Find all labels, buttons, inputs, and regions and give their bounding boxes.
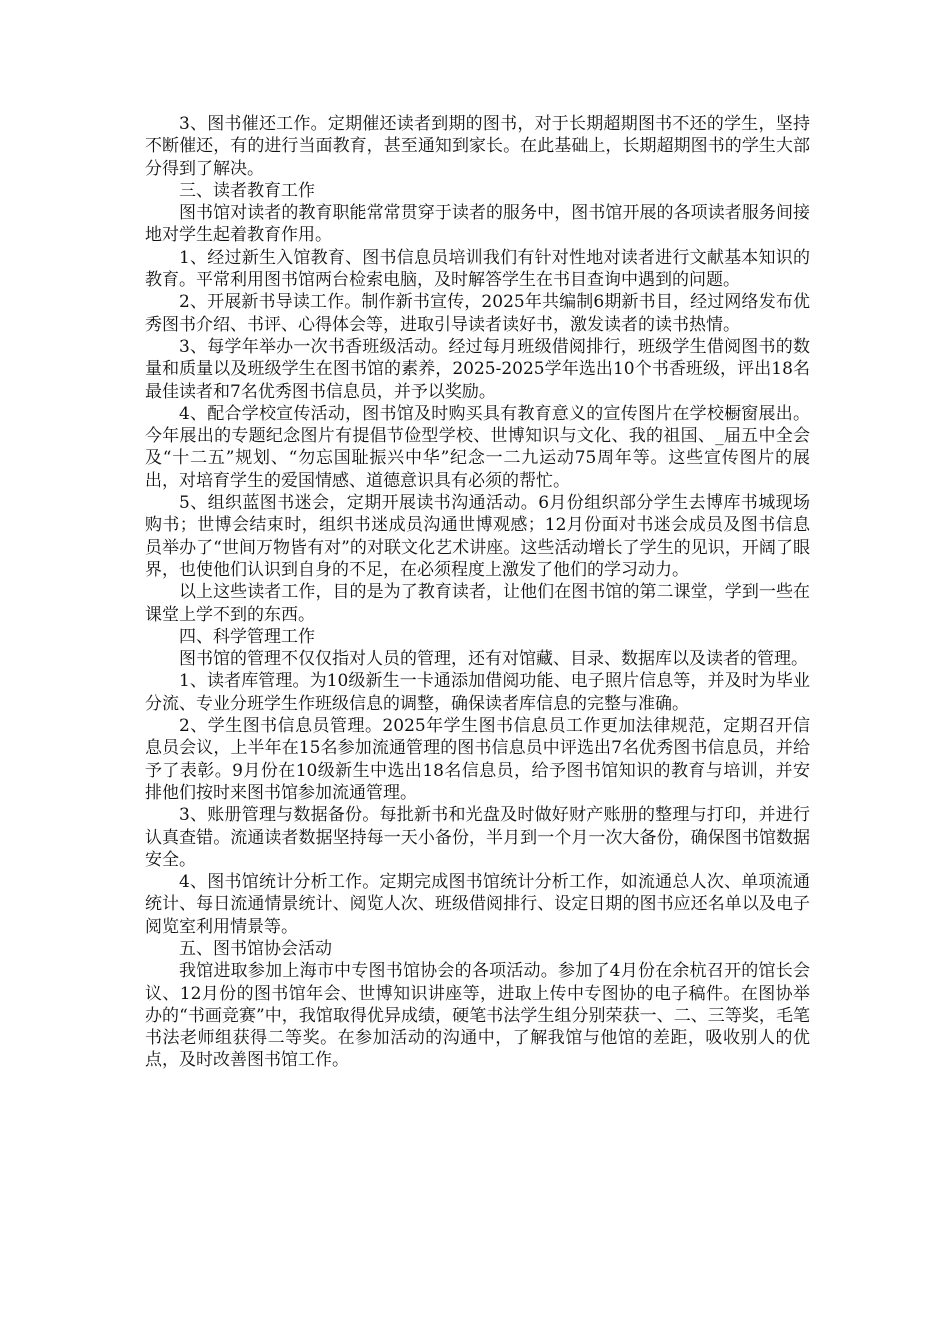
paragraph-orientation: 1、经过新生入馆教育、图书信息员培训我们有针对性地对读者进行文献基本知识的教育。平常利用图书馆两台检索电脑，及时解答学生在书目查询中遇到的问题。 bbox=[145, 247, 810, 291]
paragraph-book-class: 3、每学年举办一次书香班级活动。经过每月班级借阅排行，班级学生借阅图书的数量和质量以及班级学生在图书馆的素养，2025-2025学年选出10个书香班级，评出18名最佳读者和7名优秀图书信息员，并予以奖励。 bbox=[145, 336, 810, 402]
paragraph-statistics: 4、图书馆统计分析工作。定期完成图书馆统计分析工作，如流通总人次、单项流通统计、每日流通情景统计、阅览人次、班级借阅排行、设定日期的图书应还名单以及电子阅览室利用情景等。 bbox=[145, 872, 810, 937]
paragraph-new-books: 2、开展新书导读工作。制作新书宣传，2025年共编制6期新书目，经过网络发布优秀图书介绍、书评、心得体会等，进取引导读者读好书，激发读者的读书热情。 bbox=[145, 292, 810, 335]
section-heading-reader-education: 三、读者教育工作 bbox=[179, 180, 315, 201]
paragraph-book-club: 5、组织蓝图书迷会，定期开展读书沟通活动。6月份组织部分学生去博库书城现场购书；世博会结束时，组织书迷成员沟通世博观感；12月份面对书迷会成员及图书信息员举办了“世间万物皆有对”的对联文化艺术讲座。这些活动增长了学生的见识，开阔了眼界，也使他们认识到自身的不足，在必须程度上激发了他们的学习动力。 bbox=[145, 493, 810, 580]
paragraph-management-intro: 图书馆的管理不仅仅指对人员的管理，还有对馆藏、目录、数据库以及读者的管理。 bbox=[179, 649, 808, 670]
document-body bbox=[145, 113, 810, 1072]
paragraph-summary: 以上这些读者工作，目的是为了教育读者，让他们在图书馆的第二课堂，学到一些在课堂上学不到的东西。 bbox=[145, 582, 810, 625]
paragraph-book-reminder: 3、图书催还工作。定期催还读者到期的图书，对于长期超期图书不还的学生，坚持不断催还，有的进行当面教育，甚至通知到家长。在此基础上，长期超期图书的学生大部分得到了解决。 bbox=[145, 114, 810, 179]
paragraph-ledger-backup: 3、账册管理与数据备份。每批新书和光盘及时做好财产账册的整理与打印，并进行认真查错。流通读者数据坚持每一天小备份，半月到一个月一次大备份，确保图书馆数据安全。 bbox=[145, 805, 810, 870]
section-heading-association: 五、图书馆协会活动 bbox=[179, 938, 332, 959]
paragraph-reader-database: 1、读者库管理。为10级新生一卡通添加借阅功能、电子照片信息等，并及时为毕业分流、专业分班学生作班级信息的调整，确保读者库信息的完整与准确。 bbox=[145, 671, 810, 714]
paragraph-education-intro: 图书馆对读者的教育职能常常贯穿于读者的服务中，图书馆开展的各项读者服务间接地对学生起着教育作用。 bbox=[145, 203, 810, 246]
paragraph-student-staff: 2、学生图书信息员管理。2025年学生图书信息员工作更加法律规范，定期召开信息员会议，上半年在15名参加流通管理的图书信息员中评选出7名优秀图书信息员，并给予了表彰。9月份在10级新生中选出18名信息员，给予图书馆知识的教育与培训，并安排他们按时来图书馆参加流通管理。 bbox=[145, 716, 810, 803]
section-heading-management: 四、科学管理工作 bbox=[179, 626, 315, 647]
paragraph-publicity: 4、配合学校宣传活动，图书馆及时购买具有教育意义的宣传图片在学校橱窗展出。今年展出的专题纪念图片有提倡节俭型学校、世博知识与文化、我的祖国、_届五中全会及“十二五”规划、“勿忘国耻振兴中华”纪念一二九运动75周年等。这些宣传图片的展出，对培育学生的爱国情感、道德意识具有必须的帮忙。 bbox=[145, 403, 810, 491]
paragraph-association: 我馆进取参加上海市中专图书馆协会的各项活动。参加了4月份在余杭召开的馆长会议、12月份的图书馆年会、世博知识讲座等，进取上传中专图协的电子稿件。在图协举办的“书画竞赛”中，我馆取得优异成绩，硬笔书法学生组分别荣获一、二、三等奖，毛笔书法老师组获得二等奖。在参加活动的沟通中，了解我馆与他馆的差距，吸收别人的优点，及时改善图书馆工作。 bbox=[145, 961, 810, 1071]
